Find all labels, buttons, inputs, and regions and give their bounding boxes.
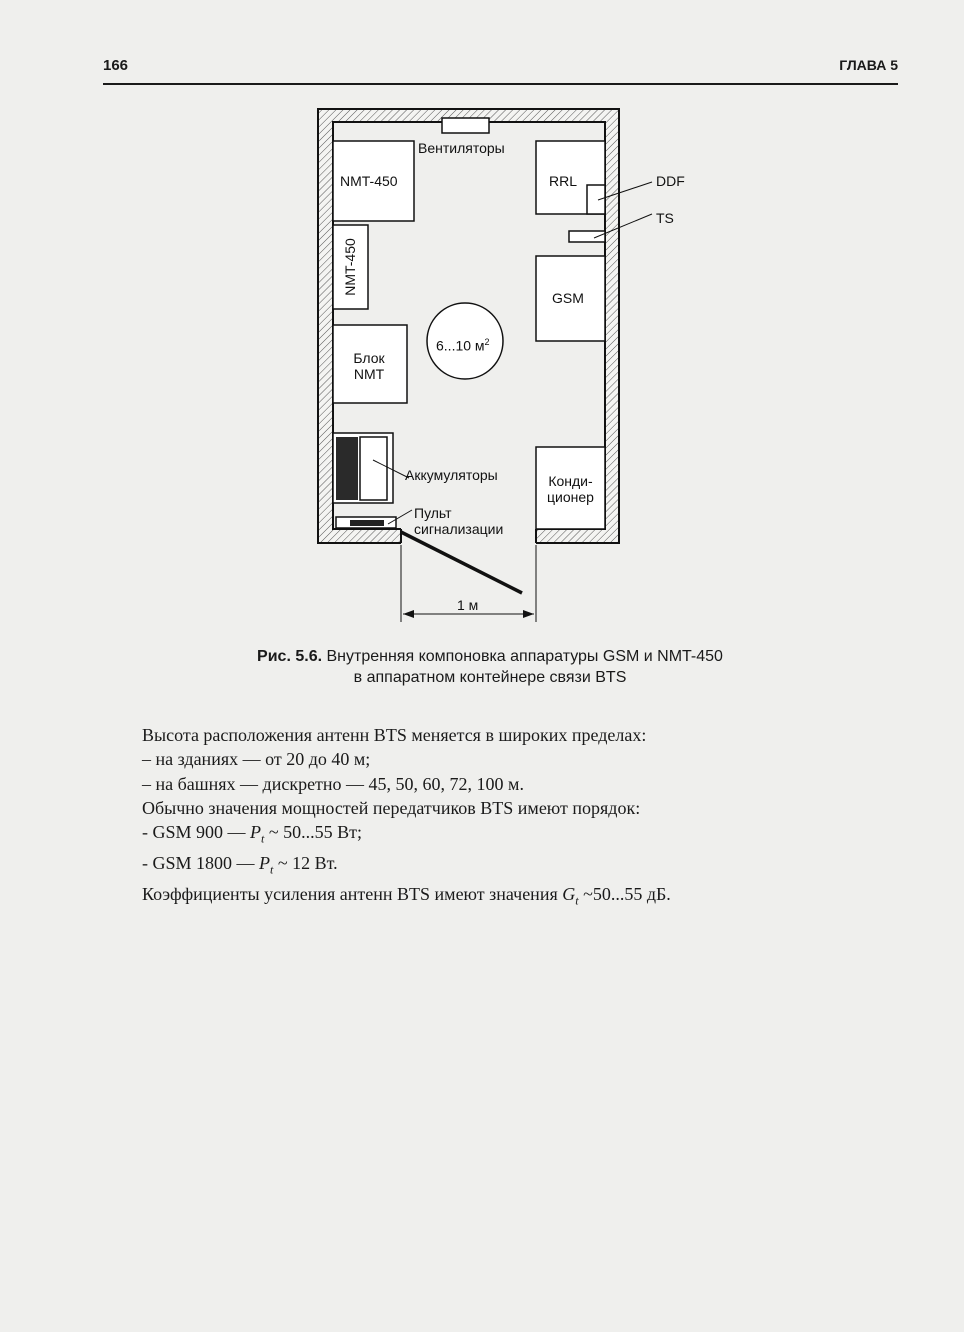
gsm-label: GSM [552,290,584,306]
ac-label [536,473,605,505]
paragraph-line [142,820,862,851]
alarm-label [414,505,503,537]
subscript-t: t [270,862,274,877]
caption-number: Рис. 5.6. [257,648,323,665]
figure-caption [180,646,800,688]
area-exponent: 2 [484,337,490,347]
caption-line1: Внутренняя компоновка аппаратуры GSM и NMT-450 [326,648,723,665]
ddf-label: DDF [656,173,685,189]
chapter-title: ГЛАВА 5 [839,57,898,73]
formula-symbol: P [259,853,271,874]
ac-label-line2: ционер [547,489,594,505]
area-value: 6...10 м [436,337,485,354]
nmt-block-label-line1: Блок [353,350,385,366]
paragraph-line [142,882,862,913]
door-width-label: 1 м [457,597,479,613]
paragraph-line: – на башнях — дискретно — 45, 50, 60, 72, 100 м. [142,773,524,794]
body-text [142,723,862,913]
ts-label: TS [656,210,674,226]
gsm900-value: ~ 50...55 Вт; [264,822,362,843]
paragraph-line [142,851,862,882]
formula-symbol: G [562,883,576,904]
alarm-label-line1: Пульт [414,505,452,521]
nmt-450-side-label: NMT-450 [342,238,358,296]
page-number: 166 [103,57,129,74]
container-layout-figure [0,0,964,640]
fans-label: Вентиляторы [418,140,505,156]
nmt-450-top-label: NMT-450 [340,173,398,189]
paragraph-line: Высота расположения антенн BTS меняется в широких пределах: [142,725,647,745]
paragraph-line: – на зданиях — от 20 до 40 м; [142,749,371,770]
ts-unit [569,231,605,242]
caption-line2: в аппаратном контейнере связи BTS [353,669,627,686]
ac-label-line1: Конди- [548,473,593,489]
alarm-label-line2: сигнализации [414,521,504,537]
nmt-block-label [344,350,394,382]
floor-plan-drawing [0,0,964,640]
ddf-frame [587,185,605,214]
batteries-label: Аккумуляторы [405,467,498,483]
gsm1800-value: ~ 12 Вт. [273,853,338,874]
subscript-t: t [261,831,265,846]
rrl-label: RRL [549,173,578,189]
gsm1800-prefix: - GSM 1800 — P [142,853,271,874]
gsm900-prefix: - GSM 900 — P [142,822,262,843]
area-label [436,334,490,354]
subscript-t: t [575,893,579,908]
gain-prefix: Коэффициенты усиления антенн BTS имеют значения G [142,883,576,904]
gain-value: ~50...55 дБ. [578,883,671,904]
paragraph-line: Обычно значения мощностей передатчиков BTS имеют порядок: [142,797,641,818]
formula-symbol: P [250,822,262,843]
fan-unit [442,118,489,133]
nmt-block-label-line2: NMT [353,366,385,382]
